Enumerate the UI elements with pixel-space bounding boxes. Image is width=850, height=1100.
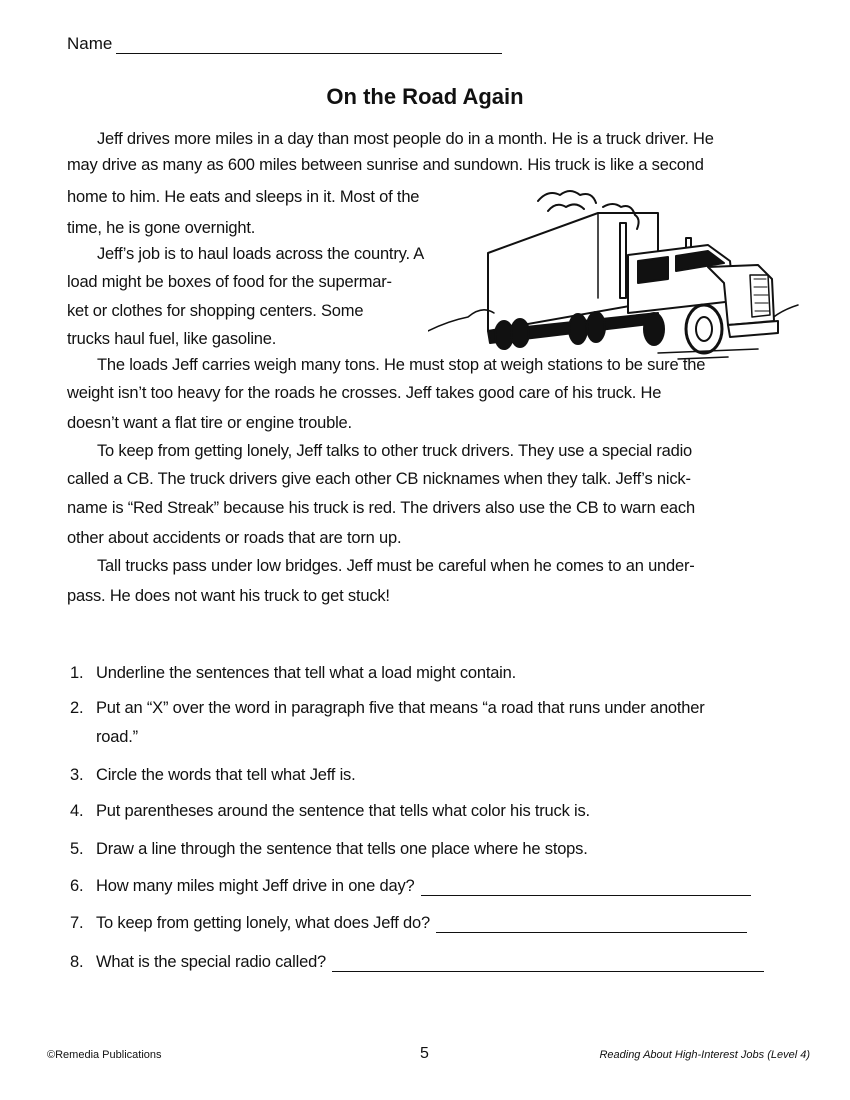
question-text: To keep from getting lonely, what does Jeff do? xyxy=(96,914,430,932)
passage-line: time, he is gone overnight. xyxy=(67,219,256,237)
answer-blank[interactable] xyxy=(332,957,764,972)
question-number: 7. xyxy=(70,914,84,932)
question-text: Put an “X” over the word in paragraph five that means “a road that runs under another xyxy=(96,699,705,717)
answer-blank[interactable] xyxy=(436,918,747,933)
question-number: 3. xyxy=(70,766,84,784)
passage-line: name is “Red Streak” because his truck is red. The drivers also use the CB to warn each xyxy=(67,499,695,517)
passage-line: doesn’t want a flat tire or engine trouble. xyxy=(67,414,352,432)
question-item-continued xyxy=(96,728,138,747)
name-blank-line[interactable] xyxy=(116,37,502,54)
question-number: 8. xyxy=(70,953,84,971)
passage-line: To keep from getting lonely, Jeff talks to other truck drivers. They use a special radio xyxy=(97,442,693,460)
passage-line: Jeff’s job is to haul loads across the country. A xyxy=(97,245,425,263)
question-item xyxy=(70,914,747,933)
passage-line: pass. He does not want his truck to get stuck! xyxy=(67,587,390,605)
question-item xyxy=(70,664,516,683)
question-number: 6. xyxy=(70,877,84,895)
page-number: 5 xyxy=(420,1045,429,1062)
publisher-credit: ©Remedia Publications xyxy=(47,1049,162,1061)
question-text: What is the special radio called? xyxy=(96,953,327,971)
name-field xyxy=(67,34,502,54)
question-number: 1. xyxy=(70,664,84,682)
passage-line: weight isn’t too heavy for the roads he crosses. Jeff takes good care of his truck. He xyxy=(67,384,662,402)
question-text: How many miles might Jeff drive in one day? xyxy=(96,877,415,895)
passage-line: load might be boxes of food for the supermar- xyxy=(67,273,392,291)
question-text: Underline the sentences that tell what a load might contain. xyxy=(96,664,517,682)
question-number: 5. xyxy=(70,840,84,858)
question-text: road.” xyxy=(96,728,138,746)
question-item xyxy=(70,699,705,718)
passage-line: Jeff drives more miles in a day than most people do in a month. He is a truck driver. He xyxy=(97,130,714,148)
question-text: Circle the words that tell what Jeff is. xyxy=(96,766,356,784)
question-number: 2. xyxy=(70,699,84,717)
semi-truck-illustration-icon xyxy=(428,183,800,363)
question-number: 4. xyxy=(70,802,84,820)
book-title: Reading About High-Interest Jobs (Level 4) xyxy=(599,1049,810,1061)
question-item xyxy=(70,766,355,785)
passage-line: The loads Jeff carries weigh many tons. He must stop at weigh stations to be sure the xyxy=(97,356,706,374)
passage-line: called a CB. The truck drivers give each other CB nicknames when they talk. Jeff’s nick- xyxy=(67,470,691,488)
question-text: Put parentheses around the sentence that tells what color his truck is. xyxy=(96,802,590,820)
question-item xyxy=(70,802,590,821)
question-text: Draw a line through the sentence that tells one place where he stops. xyxy=(96,840,588,858)
name-label: Name xyxy=(67,34,113,53)
question-item xyxy=(70,877,751,896)
passage-line: Tall trucks pass under low bridges. Jeff must be careful when he comes to an under- xyxy=(97,557,695,575)
page-title: On the Road Again xyxy=(326,84,524,109)
passage-line: other about accidents or roads that are torn up. xyxy=(67,529,402,547)
passage-line: home to him. He eats and sleeps in it. Most of the xyxy=(67,188,420,206)
answer-blank[interactable] xyxy=(421,881,751,896)
passage-line: ket or clothes for shopping centers. Some xyxy=(67,302,364,320)
passage-line: trucks haul fuel, like gasoline. xyxy=(67,330,277,348)
question-item xyxy=(70,840,588,859)
passage-line: may drive as many as 600 miles between sunrise and sundown. His truck is like a second xyxy=(67,156,704,174)
question-item xyxy=(70,953,764,972)
